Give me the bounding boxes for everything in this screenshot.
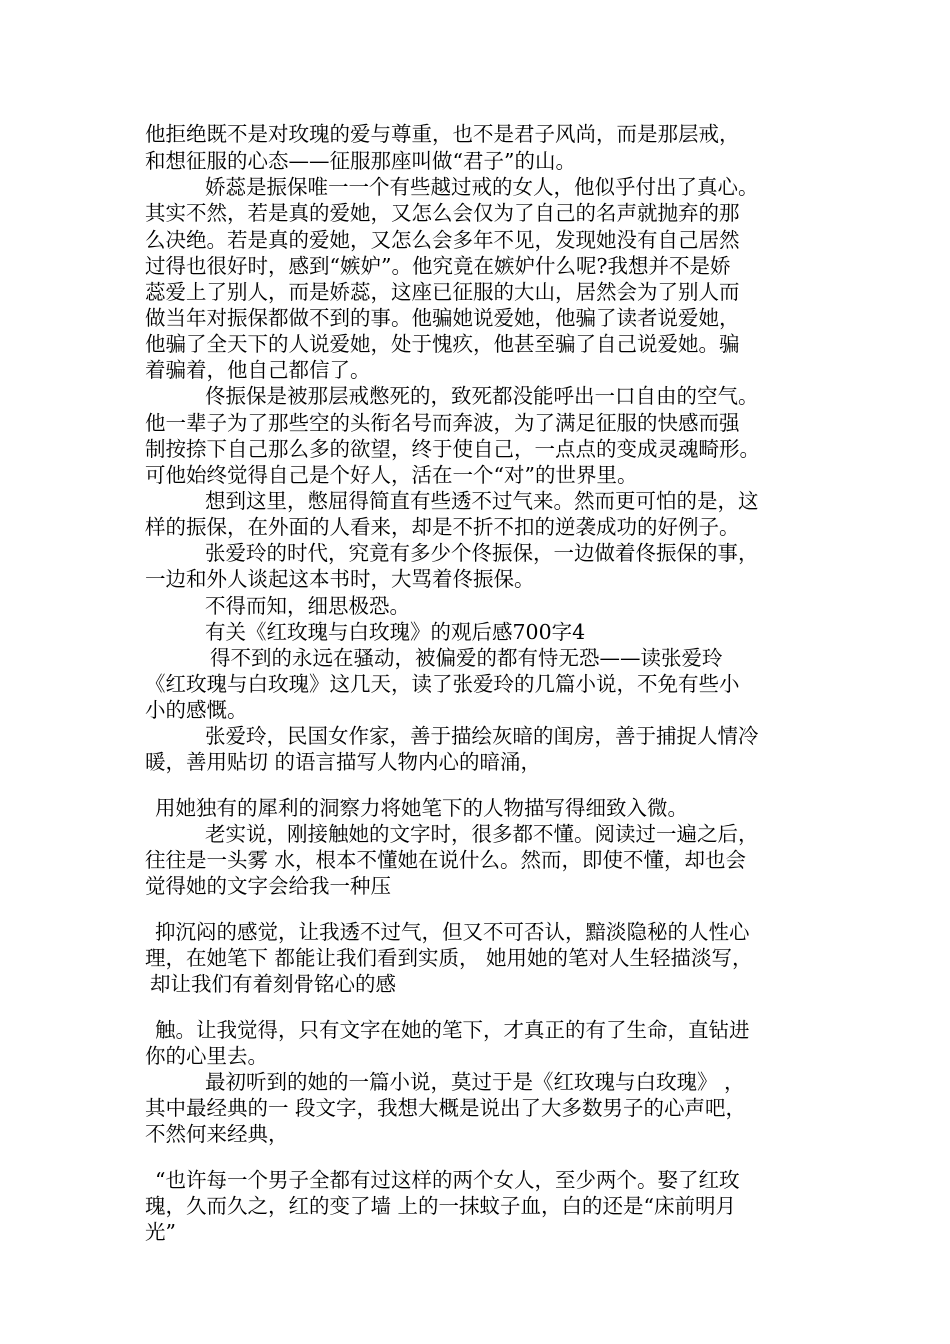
text-line: 他拒绝既不是对玫瑰的爱与尊重，也不是君子风尚，而是那层戒， — [145, 122, 740, 146]
text-line: 得不到的永远在骚动，被偏爱的都有恃无恐——读张爱玲 — [210, 646, 723, 670]
text-line: 样的振保，在外面的人看来，却是不折不扣的逆袭成功的好例子。 — [145, 515, 740, 539]
text-line: 老实说，刚接触她的文字时，很多都不懂。阅读过一遍之后， — [205, 822, 759, 846]
text-line: 觉得她的文字会给我一种压 — [145, 874, 391, 898]
text-line: 他骗了全天下的人说爱她，处于愧疚，他甚至骗了自己说爱她。骗 — [145, 332, 740, 356]
text-line: 可他始终觉得自己是个好人，活在一个“对”的世界里。 — [145, 463, 638, 487]
text-line: 瑰，久而久之，红的变了墙 上的一抹蚊子血，白的还是“床前明月 — [145, 1194, 736, 1218]
text-line: 却让我们有着刻骨铭心的感 — [150, 972, 396, 996]
text-line: 做当年对振保都做不到的事。他骗她说爱她，他骗了读者说爱她， — [145, 306, 740, 330]
text-line: 光” — [145, 1220, 176, 1244]
text-line: 张爱玲的时代，究竟有多少个佟振保，一边做着佟振保的事， — [205, 541, 759, 565]
text-line: 触。让我觉得，只有文字在她的笔下，才真正的有了生命，直钻进 — [155, 1018, 750, 1042]
text-line: 理，在她笔下 都能让我们看到实质， 她用她的笔对人生轻描淡写， — [145, 946, 753, 970]
text-line: 张爱玲，民国女作家，善于描绘灰暗的闺房，善于捕捉人情冷 — [205, 724, 759, 748]
text-line: 其中最经典的一 段文字，我想大概是说出了大多数男子的心声吧， — [145, 1096, 747, 1120]
section-title: 有关《红玫瑰与白玫瑰》的观后感700字4 — [205, 620, 586, 644]
text-line: 抑沉闷的感觉，让我透不过气，但又不可否认，黯淡隐秘的人性心 — [155, 920, 750, 944]
text-line: 《红玫瑰与白玫瑰》这几天，读了张爱玲的几篇小说，不免有些小 — [145, 672, 740, 696]
text-line: 一边和外人谈起这本书时，大骂着佟振保。 — [145, 567, 535, 591]
text-line: “也许每一个男子全都有过这样的两个女人，至少两个。娶了红玫 — [155, 1168, 740, 1192]
text-line: 小的感慨。 — [145, 698, 248, 722]
text-line: 着骗着，他自己都信了。 — [145, 358, 371, 382]
text-line: 么决绝。若是真的爱她，又怎么会多年不见，发现她没有自己居然 — [145, 228, 740, 252]
text-line: 往往是一头雾 水，根本不懂她在说什么。然而，即使不懂，却也会 — [145, 848, 747, 872]
text-line: 用她独有的犀利的洞察力将她笔下的人物描写得细致入微。 — [155, 796, 688, 820]
text-line: 娇蕊是振保唯一一个有些越过戒的女人，他似乎付出了真心。 — [205, 175, 759, 199]
text-line: 他一辈子为了那些空的头衔名号而奔波，为了满足征服的快感而强 — [145, 411, 740, 435]
text-line: 最初听到的她的一篇小说，莫过于是《红玫瑰与白玫瑰》 ， — [205, 1070, 745, 1094]
text-line: 你的心里去。 — [145, 1044, 268, 1068]
text-line: 佟振保是被那层戒憋死的，致死都没能呼出一口自由的空气。 — [205, 384, 759, 408]
text-line: 不得而知，细思极恐。 — [205, 594, 410, 618]
text-line: 和想征服的心态——征服那座叫做“君子”的山。 — [145, 149, 576, 173]
text-line: 暖，善用贴切 的语言描写人物内心的暗涌， — [145, 750, 542, 774]
text-line: 不然何来经典， — [145, 1122, 289, 1146]
text-line: 蕊爱上了别人，而是娇蕊，这座已征服的大山，居然会为了别人而 — [145, 280, 740, 304]
text-line: 想到这里，憋屈得简直有些透不过气来。然而更可怕的是，这 — [205, 489, 759, 513]
text-line: 其实不然，若是真的爱她，又怎么会仅为了自己的名声就抛弃的那 — [145, 201, 740, 225]
text-line: 过得也很好时，感到“嫉妒”。他究竟在嫉妒什么呢?我想并不是娇 — [145, 254, 731, 278]
text-line: 制按捺下自己那么多的欲望，终于使自己，一点点的变成灵魂畸形。 — [145, 437, 760, 461]
